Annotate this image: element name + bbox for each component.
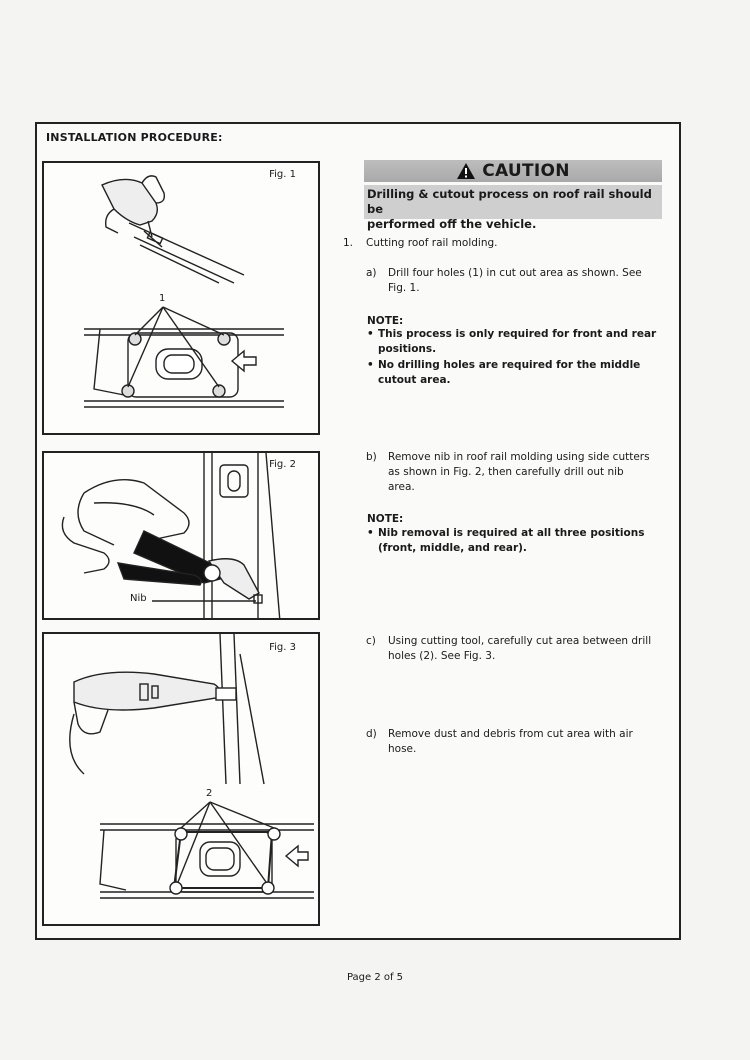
step-c-line-2: holes (2). See Fig. 3. — [388, 650, 496, 662]
page-number: Page 2 of 5 — [346, 972, 404, 983]
figure-2-illustration — [44, 453, 320, 620]
step-d-letter: d) — [366, 728, 377, 740]
caution-title: CAUTION — [482, 161, 570, 181]
figure-1-label: Fig. 1 — [269, 169, 296, 180]
figure-3-label: Fig. 3 — [269, 642, 296, 653]
step-c-letter: c) — [366, 635, 376, 647]
caution-line-1: Drilling & cutout process on roof rail should be — [367, 187, 652, 216]
note-2-item-1-line-2: (front, middle, and rear). — [378, 542, 527, 554]
figure-1-illustration — [44, 163, 320, 435]
note-1-item-1-line-2: positions. — [378, 343, 437, 355]
figure-3-illustration — [44, 634, 320, 926]
figure-1-callout: 1 — [159, 293, 166, 304]
step-a-line-2: Fig. 1. — [388, 282, 420, 294]
note-1-item-2-line-1: No drilling holes are required for the middle — [378, 359, 641, 371]
figure-2 — [42, 451, 320, 620]
step-c-line-1: Using cutting tool, carefully cut area between drill — [388, 635, 652, 647]
figure-3-callout: 2 — [206, 788, 213, 799]
note-1-heading: NOTE: — [367, 315, 404, 327]
step-a-letter: a) — [366, 267, 377, 279]
step-b-line-1: Remove nib in roof rail molding using side cutters — [388, 451, 650, 463]
figure-2-label: Fig. 2 — [269, 459, 296, 470]
step-b-line-2: as shown in Fig. 2, then carefully drill out nib — [388, 466, 624, 478]
step-b-letter: b) — [366, 451, 377, 463]
note-2-heading: NOTE: — [367, 513, 404, 525]
section-title: INSTALLATION PROCEDURE: — [46, 131, 223, 144]
bullet-icon: • — [367, 328, 374, 340]
note-1-item-2-line-2: cutout area. — [378, 374, 451, 386]
step-1-number: 1. — [343, 237, 354, 249]
note-2-item-1-line-1: Nib removal is required at all three positions — [378, 527, 645, 539]
warning-triangle-icon — [456, 162, 476, 180]
bullet-icon: • — [367, 359, 374, 371]
step-b-line-3: area. — [388, 481, 415, 493]
step-a-line-1: Drill four holes (1) in cut out area as shown. See — [388, 267, 642, 279]
caution-banner — [364, 160, 662, 182]
note-1-item-1-line-1: This process is only required for front and rear — [378, 328, 657, 340]
step-1-text: Cutting roof rail molding. — [366, 237, 498, 249]
figure-1 — [42, 161, 320, 435]
figure-2-callout: Nib — [130, 593, 147, 604]
bullet-icon: • — [367, 527, 374, 539]
step-d-line-1: Remove dust and debris from cut area with air — [388, 728, 633, 740]
caution-message — [364, 185, 662, 231]
caution-line-2: performed off the vehicle. — [367, 217, 537, 231]
figure-3 — [42, 632, 320, 926]
step-d-line-2: hose. — [388, 743, 417, 755]
